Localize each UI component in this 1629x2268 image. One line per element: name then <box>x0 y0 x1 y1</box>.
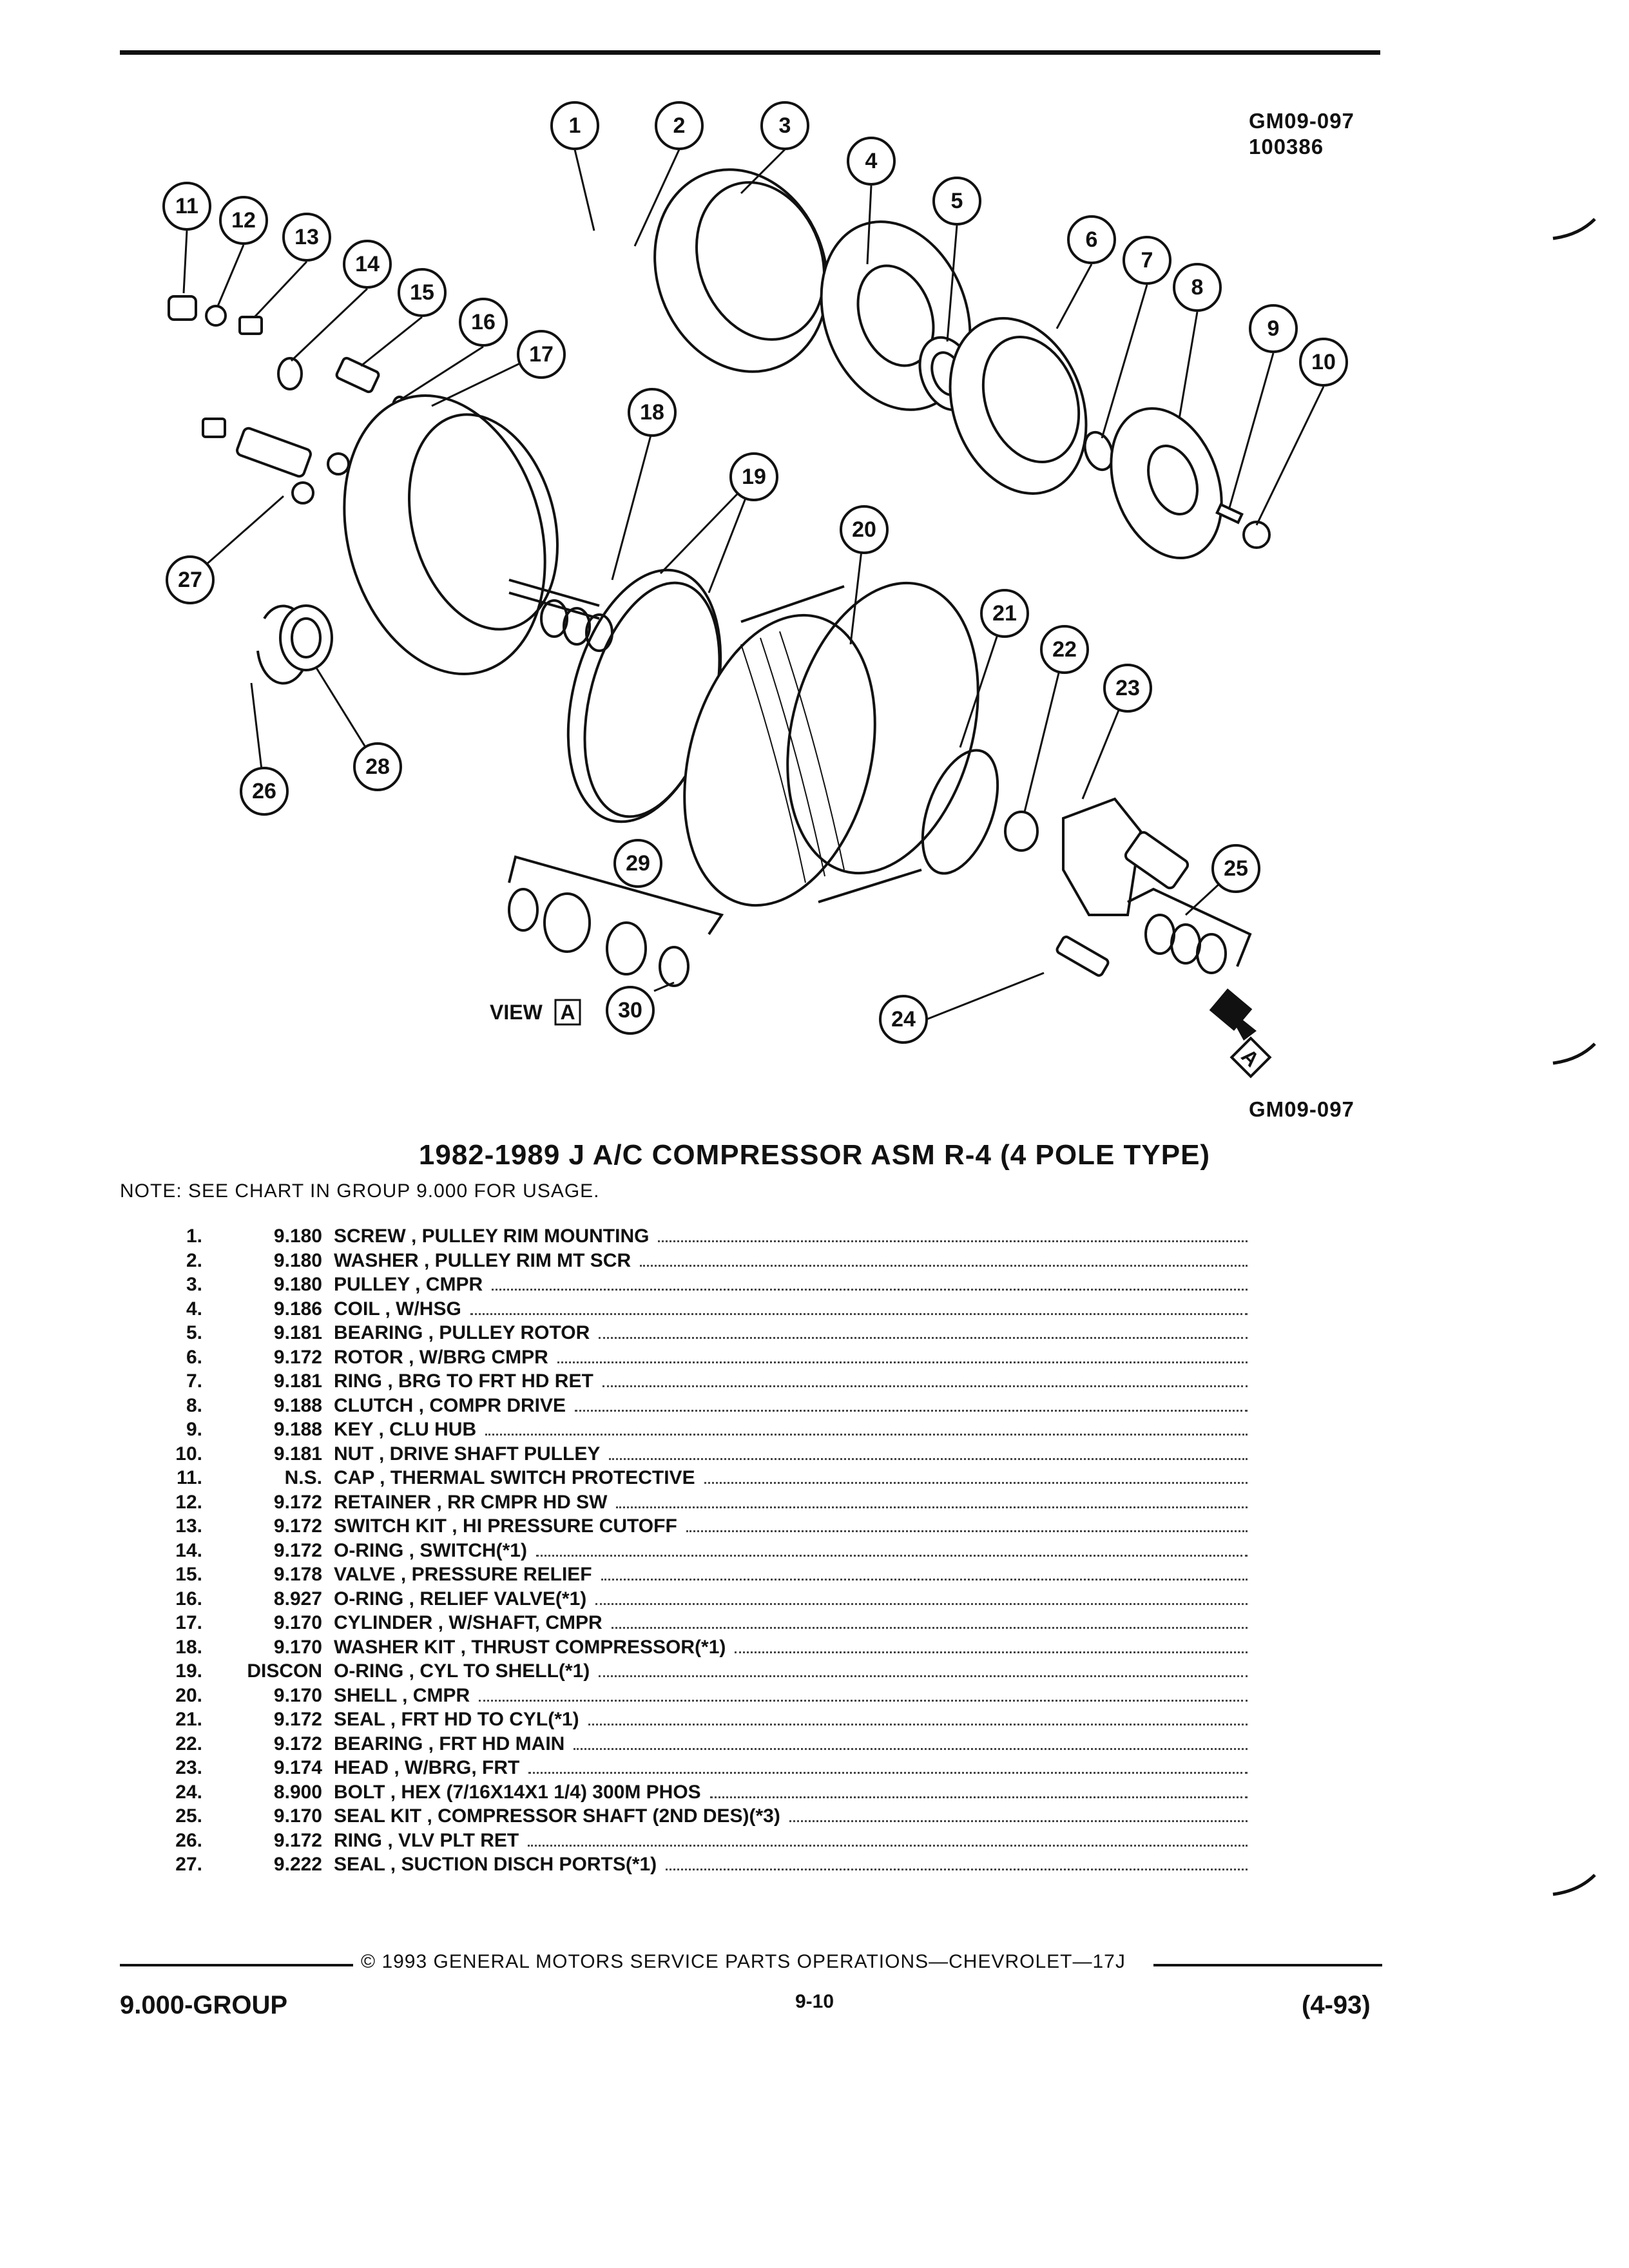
svg-text:10: 10 <box>1311 350 1336 374</box>
callout-14 <box>344 241 390 287</box>
part-number: 16. <box>175 1588 202 1610</box>
part-row <box>120 1659 1254 1684</box>
top-rule <box>120 50 1380 55</box>
part-group: 9.172 <box>273 1539 322 1561</box>
leader-dots <box>735 1651 1248 1653</box>
part-row <box>120 1732 1254 1756</box>
part-number: 21. <box>175 1709 202 1730</box>
part-description: SEAL KIT , COMPRESSOR SHAFT (2ND DES)(*3) <box>334 1805 780 1827</box>
part-description: RETAINER , RR CMPR HD SW <box>334 1491 608 1513</box>
svg-text:17: 17 <box>529 342 554 367</box>
part-row <box>120 1611 1254 1635</box>
callout-12 <box>220 197 267 244</box>
part-number: 15. <box>175 1564 202 1585</box>
part-group: 9.180 <box>273 1249 322 1271</box>
leader-dots <box>710 1796 1248 1798</box>
part-row <box>120 1466 1254 1490</box>
leader-dots <box>492 1288 1248 1291</box>
svg-text:4: 4 <box>865 149 878 173</box>
callout-24 <box>880 996 927 1043</box>
part-description: COIL , W/HSG <box>334 1298 461 1320</box>
part-description: ROTOR , W/BRG CMPR <box>334 1346 548 1368</box>
callout-30 <box>607 987 653 1033</box>
footer-rule-left <box>120 1964 353 1966</box>
svg-text:26: 26 <box>252 779 276 803</box>
part-group: 9.172 <box>273 1733 322 1754</box>
part-description: KEY , CLU HUB <box>334 1419 477 1440</box>
callout-3 <box>762 102 808 149</box>
callout-7 <box>1124 237 1170 284</box>
part-row <box>120 1804 1254 1829</box>
part-number: 23. <box>175 1757 202 1778</box>
svg-text:29: 29 <box>626 851 650 876</box>
part-drawings <box>169 145 1270 1077</box>
svg-text:A: A <box>560 1001 575 1024</box>
copyright-text: © 1993 GENERAL MOTORS SERVICE PARTS OPERATIONS—CHEVROLET—17J <box>361 1951 1126 1972</box>
leader-dots <box>789 1820 1248 1822</box>
part-description: WASHER KIT , THRUST COMPRESSOR(*1) <box>334 1636 726 1658</box>
part-number: 14. <box>175 1539 202 1561</box>
svg-text:24: 24 <box>891 1007 916 1032</box>
callout-16 <box>460 299 506 345</box>
leader-dots <box>479 1699 1248 1702</box>
svg-text:23: 23 <box>1115 676 1140 700</box>
svg-text:15: 15 <box>410 280 434 305</box>
part-group: 9.172 <box>273 1491 322 1513</box>
leader-dots <box>528 1844 1248 1847</box>
svg-text:9: 9 <box>1267 316 1280 341</box>
svg-text:22: 22 <box>1052 637 1077 662</box>
leader-dots <box>704 1481 1248 1484</box>
part-row <box>120 1442 1254 1466</box>
part-description: O-RING , RELIEF VALVE(*1) <box>334 1588 587 1610</box>
part-number: 3. <box>186 1274 202 1295</box>
part-description: BEARING , PULLEY ROTOR <box>334 1322 590 1343</box>
part-description: BOLT , HEX (7/16X14X1 1/4) 300M PHOS <box>334 1781 701 1803</box>
leader-dots <box>686 1530 1248 1532</box>
part-number: 19. <box>175 1660 202 1682</box>
part-number: 11. <box>176 1467 202 1488</box>
part-description: CLUTCH , COMPR DRIVE <box>334 1394 566 1416</box>
svg-text:21: 21 <box>992 601 1017 626</box>
part-group: 9.188 <box>273 1394 322 1416</box>
part-group: 9.170 <box>273 1805 322 1827</box>
part-row <box>120 1490 1254 1515</box>
part-row <box>120 1780 1254 1805</box>
part-number: 18. <box>175 1636 202 1658</box>
part-group: 9.170 <box>273 1684 322 1706</box>
svg-text:28: 28 <box>365 754 390 779</box>
leader-dots <box>575 1409 1248 1412</box>
callout-15 <box>399 269 445 316</box>
page-title: 1982-1989 J A/C COMPRESSOR ASM R-4 (4 POLE TYPE) <box>418 1139 1211 1171</box>
leader-dots <box>536 1554 1248 1557</box>
part-number: 7. <box>186 1370 202 1392</box>
part-row <box>120 1539 1254 1563</box>
footer-group: 9.000-GROUP <box>120 1991 288 2019</box>
part-description: WASHER , PULLEY RIM MT SCR <box>334 1249 631 1271</box>
callout-21 <box>981 590 1028 637</box>
svg-text:27: 27 <box>178 568 202 592</box>
part-number: 13. <box>175 1515 202 1537</box>
part-row <box>120 1852 1254 1877</box>
svg-text:19: 19 <box>742 465 766 489</box>
part-description: RING , BRG TO FRT HD RET <box>334 1370 593 1392</box>
part-description: RING , VLV PLT RET <box>334 1829 519 1851</box>
part-row <box>120 1514 1254 1539</box>
diagram-ref-bottom: GM09-097 <box>1249 1097 1354 1121</box>
leader-dots <box>658 1240 1248 1242</box>
exploded-diagram <box>97 77 1385 1121</box>
part-group: 8.900 <box>273 1781 322 1803</box>
callout-8 <box>1174 264 1220 311</box>
svg-text:18: 18 <box>640 400 664 425</box>
part-number: 26. <box>175 1829 202 1851</box>
parts-list <box>120 1224 1254 1877</box>
part-number: 6. <box>186 1346 202 1368</box>
svg-text:12: 12 <box>231 208 256 233</box>
svg-text:11: 11 <box>175 194 198 218</box>
part-number: 5. <box>186 1322 202 1343</box>
leader-dots <box>557 1361 1248 1363</box>
part-group: 9.170 <box>273 1612 322 1633</box>
diagram-ref-code: GM09-097 <box>1249 109 1354 133</box>
part-group: 9.180 <box>273 1274 322 1295</box>
svg-text:5: 5 <box>950 189 963 213</box>
leader-dots <box>616 1506 1248 1508</box>
part-description: VALVE , PRESSURE RELIEF <box>334 1564 592 1585</box>
part-row <box>120 1587 1254 1611</box>
footer-page-number: 9-10 <box>795 1991 834 2012</box>
leader-dots <box>595 1602 1248 1605</box>
part-description: SEAL , SUCTION DISCH PORTS(*1) <box>334 1854 657 1875</box>
leader-dots <box>599 1336 1248 1339</box>
part-description: PULLEY , CMPR <box>334 1274 483 1295</box>
svg-text:7: 7 <box>1141 248 1153 273</box>
part-group: 9.172 <box>273 1346 322 1368</box>
part-group: 9.222 <box>273 1854 322 1875</box>
footer-rule-right <box>1153 1964 1382 1966</box>
part-number: 12. <box>175 1491 202 1513</box>
part-row <box>120 1829 1254 1853</box>
part-number: 20. <box>175 1684 202 1706</box>
part-row <box>120 1297 1254 1321</box>
part-description: O-RING , SWITCH(*1) <box>334 1539 527 1561</box>
part-number: 25. <box>175 1805 202 1827</box>
part-group: 9.174 <box>273 1757 322 1778</box>
footer-date: (4-93) <box>1302 1991 1371 2019</box>
callout-13 <box>284 214 330 260</box>
diagram-ref-number: 100386 <box>1249 135 1324 159</box>
callout-10 <box>1300 339 1347 385</box>
part-row <box>120 1562 1254 1587</box>
part-description: SCREW , PULLEY RIM MOUNTING <box>334 1225 650 1247</box>
part-group: 9.180 <box>273 1225 322 1247</box>
part-description: SEAL , FRT HD TO CYL(*1) <box>334 1709 579 1730</box>
part-number: 9. <box>186 1419 202 1440</box>
part-group: N.S. <box>284 1467 322 1488</box>
part-row <box>120 1418 1254 1442</box>
part-description: SWITCH KIT , HI PRESSURE CUTOFF <box>334 1515 677 1537</box>
part-number: 24. <box>175 1781 202 1803</box>
part-row <box>120 1224 1254 1249</box>
part-group: 9.181 <box>273 1443 322 1465</box>
leader-dots <box>640 1264 1248 1267</box>
svg-text:14: 14 <box>355 252 380 276</box>
svg-text:25: 25 <box>1224 856 1248 881</box>
part-description: BEARING , FRT HD MAIN <box>334 1733 565 1754</box>
view-a-label <box>490 1000 580 1024</box>
callout-18 <box>629 389 675 436</box>
callout-4 <box>848 138 894 184</box>
svg-text:16: 16 <box>471 310 496 334</box>
part-number: 22. <box>175 1733 202 1754</box>
part-number: 10. <box>175 1443 202 1465</box>
svg-text:VIEW: VIEW <box>490 1001 543 1024</box>
leader-dots <box>528 1771 1248 1774</box>
svg-text:13: 13 <box>294 225 319 249</box>
callout-23 <box>1104 665 1151 711</box>
leader-dots <box>599 1675 1248 1677</box>
part-number: 17. <box>175 1612 202 1633</box>
svg-text:30: 30 <box>618 998 642 1023</box>
part-group: 9.170 <box>273 1636 322 1658</box>
part-row <box>120 1394 1254 1418</box>
callout-1 <box>552 102 598 149</box>
part-group: 9.181 <box>273 1370 322 1392</box>
part-number: 2. <box>186 1249 202 1271</box>
callout-22 <box>1041 626 1088 673</box>
part-group: DISCON <box>247 1660 322 1682</box>
callout-11 <box>164 183 210 229</box>
callout-29 <box>615 840 661 887</box>
callout-26 <box>241 768 287 814</box>
part-row <box>120 1707 1254 1732</box>
callout-9 <box>1250 305 1296 352</box>
part-description: CYLINDER , W/SHAFT, CMPR <box>334 1612 602 1633</box>
part-group: 9.186 <box>273 1298 322 1320</box>
part-description: CAP , THERMAL SWITCH PROTECTIVE <box>334 1467 695 1488</box>
part-description: SHELL , CMPR <box>334 1684 470 1706</box>
svg-text:20: 20 <box>852 517 876 542</box>
callout-17 <box>518 331 564 378</box>
part-row <box>120 1321 1254 1345</box>
part-row <box>120 1756 1254 1780</box>
callout-27 <box>167 557 213 603</box>
part-group: 9.181 <box>273 1322 322 1343</box>
margin-marks <box>1534 193 1611 1933</box>
svg-text:6: 6 <box>1085 227 1098 252</box>
svg-text:8: 8 <box>1191 275 1204 300</box>
leader-dots <box>609 1457 1248 1460</box>
leader-dots <box>485 1433 1248 1436</box>
callout-28 <box>354 744 401 790</box>
callout-19 <box>731 454 777 500</box>
part-group: 8.927 <box>273 1588 322 1610</box>
callout-25 <box>1213 845 1259 892</box>
part-row <box>120 1635 1254 1660</box>
usage-note: NOTE: SEE CHART IN GROUP 9.000 FOR USAGE. <box>120 1180 600 1202</box>
callout-20 <box>841 506 887 553</box>
part-group: 9.172 <box>273 1709 322 1730</box>
part-description: O-RING , CYL TO SHELL(*1) <box>334 1660 590 1682</box>
callout-2 <box>656 102 702 149</box>
part-number: 1. <box>186 1225 202 1247</box>
leader-dots <box>666 1868 1248 1870</box>
leader-dots <box>470 1312 1248 1315</box>
part-number: 27. <box>175 1854 202 1875</box>
part-group: 9.188 <box>273 1419 322 1440</box>
part-row <box>120 1369 1254 1394</box>
part-description: HEAD , W/BRG, FRT <box>334 1757 520 1778</box>
leader-dots <box>588 1723 1248 1725</box>
svg-text:3: 3 <box>778 113 791 138</box>
part-row <box>120 1273 1254 1297</box>
leader-dots <box>602 1385 1248 1387</box>
part-number: 8. <box>186 1394 202 1416</box>
part-row <box>120 1249 1254 1273</box>
callout-5 <box>934 178 980 224</box>
leader-dots <box>612 1626 1248 1629</box>
part-group: 9.172 <box>273 1829 322 1851</box>
svg-text:1: 1 <box>568 113 581 138</box>
part-description: NUT , DRIVE SHAFT PULLEY <box>334 1443 601 1465</box>
callout-6 <box>1068 216 1115 263</box>
part-group: 9.172 <box>273 1515 322 1537</box>
part-row <box>120 1684 1254 1708</box>
part-group: 9.178 <box>273 1564 322 1585</box>
leader-dots <box>574 1747 1248 1750</box>
part-number: 4. <box>186 1298 202 1320</box>
view-arrow-letter: A <box>1237 1044 1264 1072</box>
leader-dots <box>601 1578 1248 1581</box>
svg-text:2: 2 <box>673 113 686 138</box>
part-row <box>120 1345 1254 1370</box>
